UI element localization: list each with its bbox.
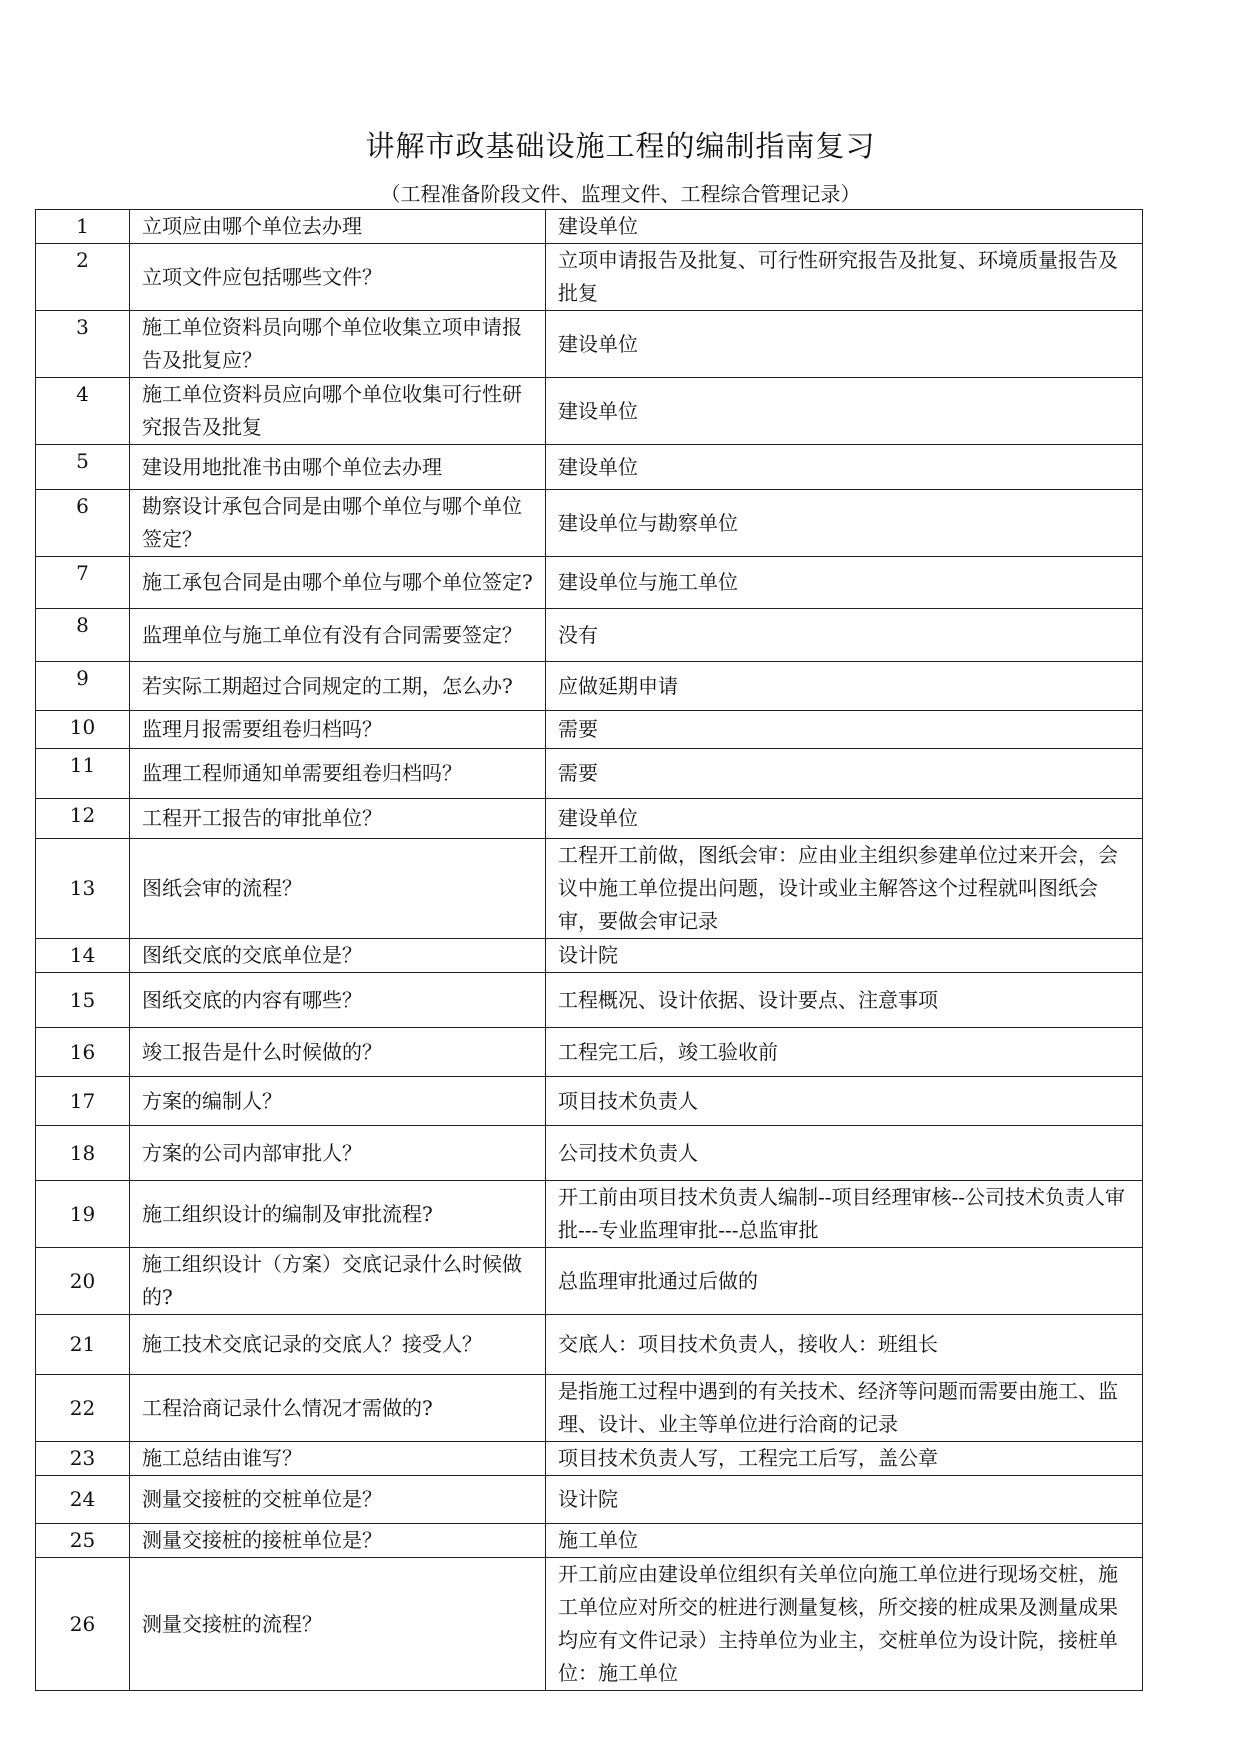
answer-cell: 没有 <box>546 609 1143 662</box>
table-row <box>36 1476 1143 1524</box>
answer-cell: 应做延期申请 <box>546 662 1143 711</box>
row-number: 10 <box>36 711 130 749</box>
answer-cell: 建设单位 <box>546 378 1143 445</box>
answer-cell: 是指施工过程中遇到的有关技术、经济等问题而需要由施工、监理、设计、业主等单位进行洽商的记录 <box>546 1375 1143 1442</box>
table-row <box>36 1028 1143 1077</box>
answer-cell: 建设单位与施工单位 <box>546 557 1143 609</box>
answer-cell: 项目技术负责人写，工程完工后写，盖公章 <box>546 1442 1143 1476</box>
question-cell: 施工总结由谁写？ <box>130 1442 546 1476</box>
question-cell: 图纸会审的流程？ <box>130 839 546 939</box>
answer-cell: 建设单位 <box>546 210 1143 244</box>
question-cell: 立项文件应包括哪些文件？ <box>130 244 546 311</box>
row-number: 16 <box>36 1028 130 1077</box>
row-number: 3 <box>36 311 130 378</box>
table-row <box>36 662 1143 711</box>
row-number: 17 <box>36 1077 130 1126</box>
question-cell: 竣工报告是什么时候做的？ <box>130 1028 546 1077</box>
row-number: 2 <box>36 244 130 311</box>
question-cell: 方案的公司内部审批人？ <box>130 1126 546 1181</box>
answer-cell: 设计院 <box>546 939 1143 973</box>
question-cell: 施工单位资料员向哪个单位收集立项申请报告及批复应？ <box>130 311 546 378</box>
row-number: 7 <box>36 557 130 609</box>
question-cell: 测量交接桩的交桩单位是？ <box>130 1476 546 1524</box>
row-number: 5 <box>36 445 130 490</box>
page-subtitle: （工程准备阶段文件、监理文件、工程综合管理记录） <box>380 182 861 206</box>
row-number: 24 <box>36 1476 130 1524</box>
table-row <box>36 557 1143 609</box>
answer-cell: 建设单位 <box>546 445 1143 490</box>
question-cell: 监理月报需要组卷归档吗？ <box>130 711 546 749</box>
question-cell: 立项应由哪个单位去办理 <box>130 210 546 244</box>
question-cell: 图纸交底的内容有哪些？ <box>130 973 546 1028</box>
table-row <box>36 839 1143 939</box>
row-number: 15 <box>36 973 130 1028</box>
table-row <box>36 445 1143 490</box>
question-cell: 勘察设计承包合同是由哪个单位与哪个单位签定？ <box>130 490 546 557</box>
row-number: 8 <box>36 609 130 662</box>
question-cell: 建设用地批准书由哪个单位去办理 <box>130 445 546 490</box>
table-row <box>36 311 1143 378</box>
row-number: 19 <box>36 1181 130 1248</box>
answer-cell: 需要 <box>546 711 1143 749</box>
question-cell: 若实际工期超过合同规定的工期，怎么办? <box>130 662 546 711</box>
row-number: 13 <box>36 839 130 939</box>
question-cell: 监理工程师通知单需要组卷归档吗？ <box>130 749 546 799</box>
row-number: 4 <box>36 378 130 445</box>
table-row <box>36 1524 1143 1558</box>
table-row <box>36 939 1143 973</box>
answer-cell: 工程完工后，竣工验收前 <box>546 1028 1143 1077</box>
table-row <box>36 609 1143 662</box>
table-row <box>36 799 1143 839</box>
answer-cell: 建设单位 <box>546 799 1143 839</box>
table-row <box>36 1181 1143 1248</box>
question-cell: 测量交接桩的流程？ <box>130 1558 546 1691</box>
question-cell: 监理单位与施工单位有没有合同需要签定？ <box>130 609 546 662</box>
answer-cell: 施工单位 <box>546 1524 1143 1558</box>
row-number: 14 <box>36 939 130 973</box>
question-cell: 施工组织设计的编制及审批流程? <box>130 1181 546 1248</box>
qa-table <box>35 209 1143 1691</box>
answer-cell: 建设单位 <box>546 311 1143 378</box>
table-row <box>36 973 1143 1028</box>
question-cell: 图纸交底的交底单位是？ <box>130 939 546 973</box>
row-number: 12 <box>36 799 130 839</box>
table-row <box>36 711 1143 749</box>
table-row <box>36 378 1143 445</box>
row-number: 26 <box>36 1558 130 1691</box>
answer-cell: 总监理审批通过后做的 <box>546 1248 1143 1315</box>
answer-cell: 设计院 <box>546 1476 1143 1524</box>
answer-cell: 公司技术负责人 <box>546 1126 1143 1181</box>
row-number: 18 <box>36 1126 130 1181</box>
table-row <box>36 1077 1143 1126</box>
table-row <box>36 1558 1143 1691</box>
row-number: 22 <box>36 1375 130 1442</box>
table-row <box>36 1315 1143 1375</box>
row-number: 20 <box>36 1248 130 1315</box>
table-row <box>36 210 1143 244</box>
question-cell: 方案的编制人？ <box>130 1077 546 1126</box>
row-number: 11 <box>36 749 130 799</box>
question-cell: 施工单位资料员应向哪个单位收集可行性研究报告及批复 <box>130 378 546 445</box>
question-cell: 施工技术交底记录的交底人？接受人？ <box>130 1315 546 1375</box>
row-number: 23 <box>36 1442 130 1476</box>
table-row <box>36 1442 1143 1476</box>
table-row <box>36 1375 1143 1442</box>
question-cell: 工程洽商记录什么情况才需做的? <box>130 1375 546 1442</box>
answer-cell: 工程概况、设计依据、设计要点、注意事项 <box>546 973 1143 1028</box>
row-number: 6 <box>36 490 130 557</box>
answer-cell: 立项申请报告及批复、可行性研究报告及批复、环境质量报告及批复 <box>546 244 1143 311</box>
answer-cell: 项目技术负责人 <box>546 1077 1143 1126</box>
question-cell: 施工承包合同是由哪个单位与哪个单位签定? <box>130 557 546 609</box>
answer-cell: 建设单位与勘察单位 <box>546 490 1143 557</box>
answer-cell: 交底人：项目技术负责人，接收人：班组长 <box>546 1315 1143 1375</box>
question-cell: 施工组织设计（方案）交底记录什么时候做的? <box>130 1248 546 1315</box>
answer-cell: 需要 <box>546 749 1143 799</box>
question-cell: 工程开工报告的审批单位？ <box>130 799 546 839</box>
question-cell: 测量交接桩的接桩单位是？ <box>130 1524 546 1558</box>
page-title: 讲解市政基础设施工程的编制指南复习 <box>365 129 876 163</box>
row-number: 21 <box>36 1315 130 1375</box>
table-row <box>36 244 1143 311</box>
table-row <box>36 1126 1143 1181</box>
answer-cell: 开工前由项目技术负责人编制--项目经理审核--公司技术负责人审批---专业监理审批---总监审批 <box>546 1181 1143 1248</box>
answer-cell: 开工前应由建设单位组织有关单位向施工单位进行现场交桩，施工单位应对所交的桩进行测量复核，所交接的桩成果及测量成果均应有文件记录）主持单位为业主，交桩单位为设计院，接桩单位：施工单位 <box>546 1558 1143 1691</box>
table-row <box>36 1248 1143 1315</box>
table-row <box>36 749 1143 799</box>
row-number: 9 <box>36 662 130 711</box>
table-row <box>36 490 1143 557</box>
row-number: 1 <box>36 210 130 244</box>
row-number: 25 <box>36 1524 130 1558</box>
answer-cell: 工程开工前做，图纸会审：应由业主组织参建单位过来开会，会议中施工单位提出问题，设计或业主解答这个过程就叫图纸会审，要做会审记录 <box>546 839 1143 939</box>
